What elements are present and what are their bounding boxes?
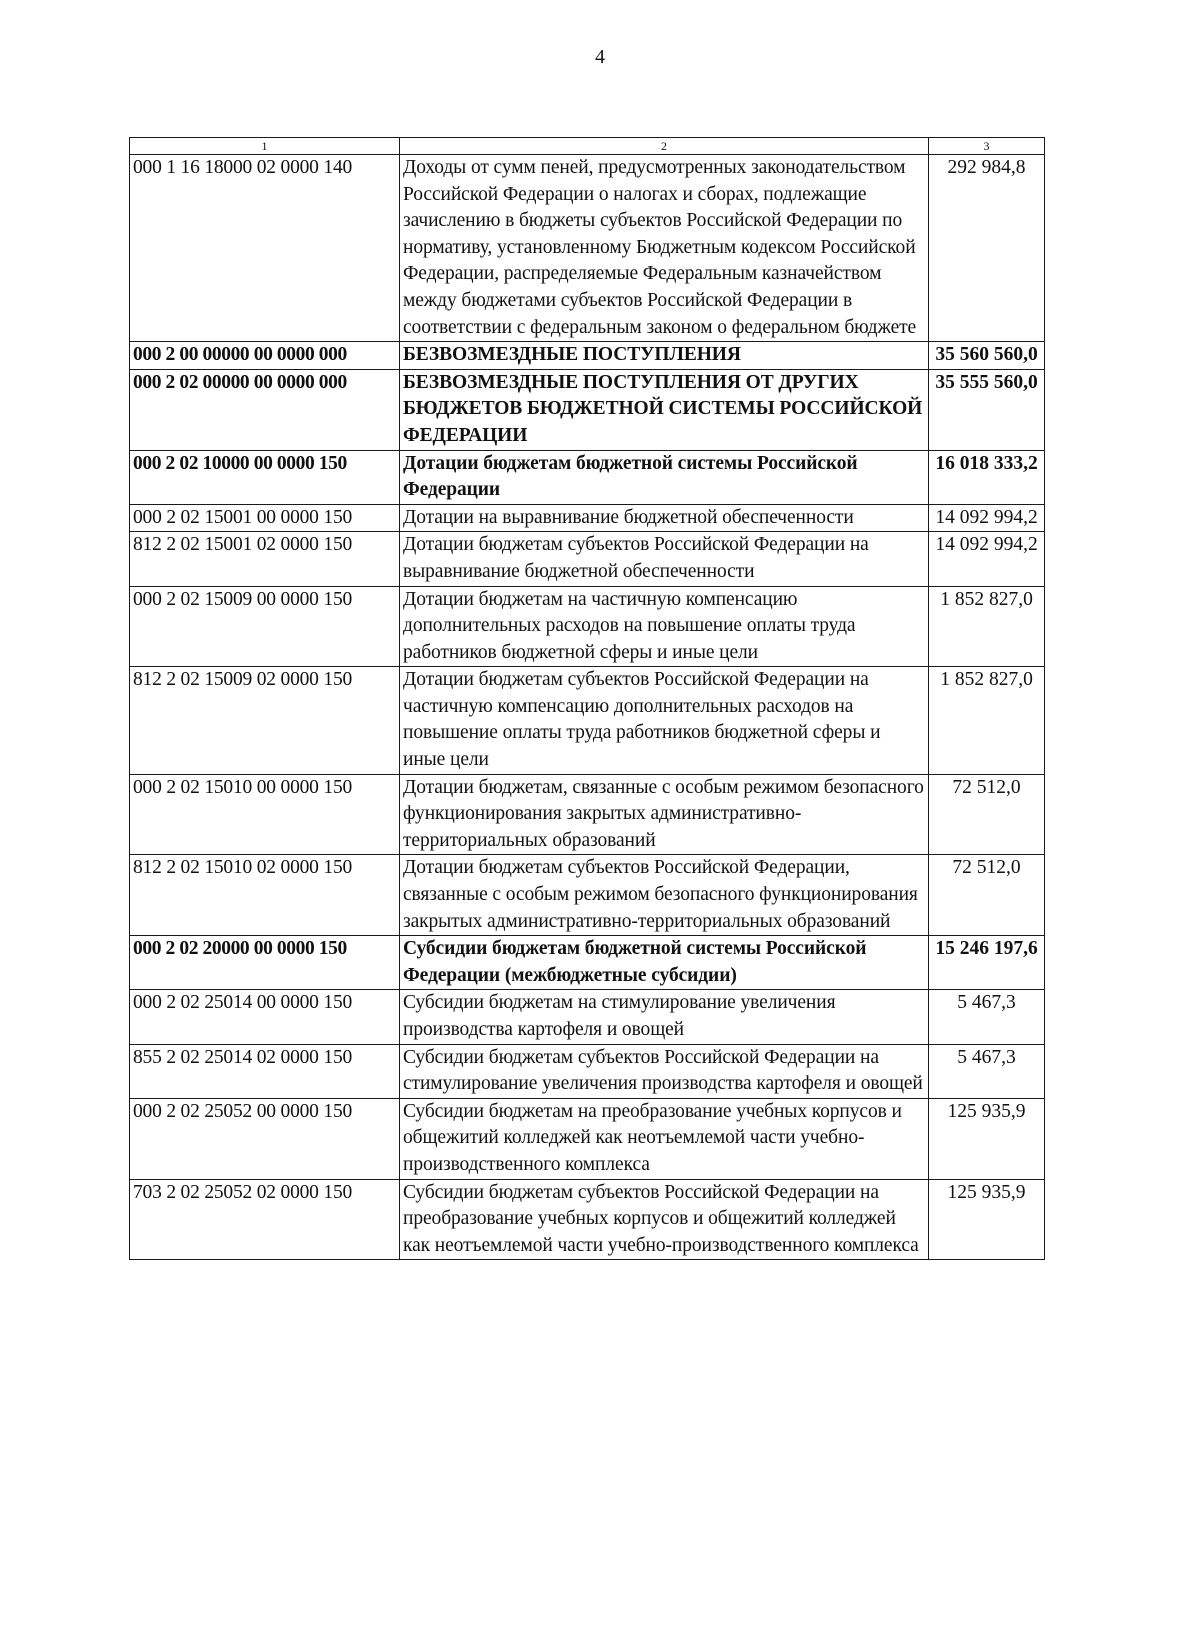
- description-cell: Дотации бюджетам на частичную компенсацию дополнительных расходов на повышение оплаты труда работников бюджетной сферы и иные цели: [400, 586, 929, 667]
- description-cell: Дотации бюджетам субъектов Российской Федерации на выравнивание бюджетной обеспеченности: [400, 532, 929, 586]
- column-header-1: 1: [130, 138, 400, 155]
- amount-cell: 14 092 994,2: [929, 504, 1045, 532]
- code-cell: 703 2 02 25052 02 0000 150: [130, 1179, 400, 1260]
- description-cell: Дотации бюджетам субъектов Российской Федерации на частичную компенсацию дополнительных расходов на повышение оплаты труда работников бюджетной сферы и иные цели: [400, 667, 929, 774]
- code-cell: 855 2 02 25014 02 0000 150: [130, 1044, 400, 1098]
- description-cell: Дотации на выравнивание бюджетной обеспеченности: [400, 504, 929, 532]
- page-number: 4: [595, 46, 605, 68]
- table-row: [130, 450, 1045, 504]
- table-row: [130, 774, 1045, 855]
- description-cell: БЕЗВОЗМЕЗДНЫЕ ПОСТУПЛЕНИЯ ОТ ДРУГИХ БЮДЖЕТОВ БЮДЖЕТНОЙ СИСТЕМЫ РОССИЙСКОЙ ФЕДЕРАЦИИ: [400, 369, 929, 450]
- code-cell: 000 2 02 15010 00 0000 150: [130, 774, 400, 855]
- code-cell: 000 2 02 25052 00 0000 150: [130, 1098, 400, 1179]
- code-cell: 000 2 02 00000 00 0000 000: [130, 369, 400, 450]
- budget-table: [129, 137, 1045, 1260]
- amount-cell: 15 246 197,6: [929, 936, 1045, 990]
- table-row: [130, 586, 1045, 667]
- table-row: [130, 155, 1045, 342]
- table-row: [130, 936, 1045, 990]
- amount-cell: 1 852 827,0: [929, 667, 1045, 774]
- code-cell: 000 2 02 25014 00 0000 150: [130, 990, 400, 1044]
- amount-cell: 292 984,8: [929, 155, 1045, 342]
- code-cell: 812 2 02 15001 02 0000 150: [130, 532, 400, 586]
- column-header-2: 2: [400, 138, 929, 155]
- table-header-row: [130, 138, 1045, 155]
- code-cell: 000 2 00 00000 00 0000 000: [130, 342, 400, 370]
- description-cell: БЕЗВОЗМЕЗДНЫЕ ПОСТУПЛЕНИЯ: [400, 342, 929, 370]
- amount-cell: 5 467,3: [929, 990, 1045, 1044]
- description-cell: Дотации бюджетам субъектов Российской Федерации, связанные с особым режимом безопасного функционирования закрытых административно-территориальных образований: [400, 855, 929, 936]
- column-header-3: 3: [929, 138, 1045, 155]
- description-cell: Субсидии бюджетам на преобразование учебных корпусов и общежитий колледжей как неотъемлемой части учебно-производственного комплекса: [400, 1098, 929, 1179]
- description-cell: Дотации бюджетам бюджетной системы Российской Федерации: [400, 450, 929, 504]
- table-row: [130, 369, 1045, 450]
- description-cell: Доходы от сумм пеней, предусмотренных законодательством Российской Федерации о налогах и сборах, подлежащие зачислению в бюджеты субъектов Российской Федерации по нормативу, установленному Бюджетным кодексом Российской Федерации, распределяемые Федеральным казначейством между бюджетами субъектов Российской Федерации в соответствии с федеральным законом о федеральном бюджете: [400, 155, 929, 342]
- table-row: [130, 855, 1045, 936]
- description-cell: Субсидии бюджетам субъектов Российской Федерации на преобразование учебных корпусов и общежитий колледжей как неотъемлемой части учебно-производственного комплекса: [400, 1179, 929, 1260]
- code-cell: 000 2 02 20000 00 0000 150: [130, 936, 400, 990]
- description-cell: Дотации бюджетам, связанные с особым режимом безопасного функционирования закрытых административно-территориальных образований: [400, 774, 929, 855]
- table-row: [130, 1179, 1045, 1260]
- amount-cell: 1 852 827,0: [929, 586, 1045, 667]
- table-row: [130, 504, 1045, 532]
- amount-cell: 5 467,3: [929, 1044, 1045, 1098]
- amount-cell: 72 512,0: [929, 774, 1045, 855]
- table-row: [130, 1098, 1045, 1179]
- amount-cell: 125 935,9: [929, 1098, 1045, 1179]
- code-cell: 000 2 02 10000 00 0000 150: [130, 450, 400, 504]
- amount-cell: 72 512,0: [929, 855, 1045, 936]
- description-cell: Субсидии бюджетам бюджетной системы Российской Федерации (межбюджетные субсидии): [400, 936, 929, 990]
- code-cell: 812 2 02 15010 02 0000 150: [130, 855, 400, 936]
- table-row: [130, 342, 1045, 370]
- description-cell: Субсидии бюджетам на стимулирование увеличения производства картофеля и овощей: [400, 990, 929, 1044]
- amount-cell: 16 018 333,2: [929, 450, 1045, 504]
- table-row: [130, 990, 1045, 1044]
- table-row: [130, 532, 1045, 586]
- code-cell: 812 2 02 15009 02 0000 150: [130, 667, 400, 774]
- amount-cell: 125 935,9: [929, 1179, 1045, 1260]
- code-cell: 000 1 16 18000 02 0000 140: [130, 155, 400, 342]
- amount-cell: 35 555 560,0: [929, 369, 1045, 450]
- table-row: [130, 667, 1045, 774]
- description-cell: Субсидии бюджетам субъектов Российской Федерации на стимулирование увеличения производства картофеля и овощей: [400, 1044, 929, 1098]
- code-cell: 000 2 02 15001 00 0000 150: [130, 504, 400, 532]
- amount-cell: 14 092 994,2: [929, 532, 1045, 586]
- table-row: [130, 1044, 1045, 1098]
- amount-cell: 35 560 560,0: [929, 342, 1045, 370]
- code-cell: 000 2 02 15009 00 0000 150: [130, 586, 400, 667]
